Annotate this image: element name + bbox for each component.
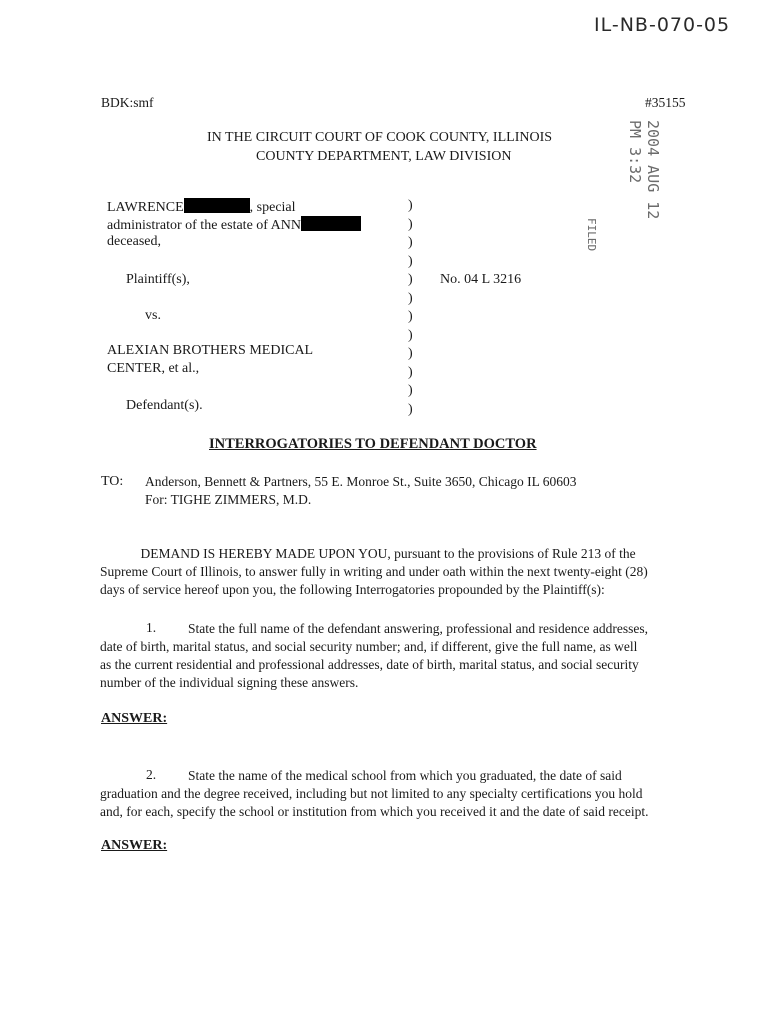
interrogatory-line: as the current residential and professional addresses, date of birth, marital status, and social security: [100, 657, 639, 672]
caption-paren: ): [408, 290, 413, 306]
interrogatory-line: State the full name of the defendant answering, professional and residence addresses,: [188, 621, 648, 636]
court-name: IN THE CIRCUIT COURT OF COOK COUNTY, ILLINOIS: [207, 130, 553, 145]
estate-text: administrator of the estate of ANN: [107, 218, 302, 233]
interrogatory-line: date of birth, marital status, and social security number; and, if different, give the full name, as well: [100, 639, 638, 654]
to-label: TO:: [101, 474, 124, 489]
plaintiff-role: Plaintiff(s),: [126, 272, 190, 287]
caption-paren: ): [408, 198, 413, 213]
handwritten-reference-number: IL-NB-070-05: [594, 14, 731, 36]
caption-paren: ): [408, 309, 413, 324]
answer-label: ANSWER:: [101, 838, 168, 853]
demand-paragraph: [100, 545, 690, 599]
caption-paren: ): [408, 235, 413, 250]
interrogatory-line: graduation and the degree received, including but not limited to any specialty certifications you hold: [100, 786, 643, 801]
interrogatory-number: 1.: [146, 620, 157, 635]
defendant-role: Defendant(s).: [126, 398, 203, 413]
attorney-initials: BDK:smf: [101, 95, 154, 110]
defendant-name-line1: ALEXIAN BROTHERS MEDICAL: [107, 343, 314, 358]
caption-paren: ): [408, 346, 413, 361]
defendant-name-line2: CENTER, et al.,: [107, 361, 200, 376]
redaction-bar: [184, 198, 250, 213]
caption-paren: ): [408, 272, 413, 287]
case-number: No. 04 L 3216: [440, 272, 522, 287]
plaintiff-name-line: [107, 198, 296, 216]
demand-line: DEMAND IS HEREBY MADE UPON YOU, pursuant to the provisions of Rule 213 of the: [100, 546, 636, 561]
caption-paren: ): [408, 383, 413, 398]
interrogatory-line: and, for each, specify the school or institution from which you received it and the date of said receipt.: [100, 804, 649, 819]
caption-paren: ): [408, 327, 413, 343]
interrogatory-number: 2.: [146, 767, 157, 782]
redaction-bar: [301, 216, 361, 231]
court-department: COUNTY DEPARTMENT, LAW DIVISION: [256, 149, 512, 164]
caption-paren: ): [408, 401, 413, 417]
document-title: INTERROGATORIES TO DEFENDANT DOCTOR: [209, 436, 537, 452]
interrogatory-line: number of the individual signing these answers.: [100, 675, 359, 690]
versus: vs.: [145, 308, 161, 323]
to-for-line: For: TIGHE ZIMMERS, M.D.: [145, 492, 312, 507]
interrogatory-1-text: [100, 620, 690, 692]
demand-line: days of service hereof upon you, the following Interrogatories propounded by the Plaintiff(s):: [100, 582, 605, 597]
plaintiff-first-name: LAWRENCE: [107, 200, 184, 215]
plaintiff-deceased-line: deceased,: [107, 234, 162, 249]
caption-paren: ): [408, 216, 413, 232]
plaintiff-estate-line: [107, 216, 361, 234]
caption-paren: ): [408, 364, 413, 380]
answer-label: ANSWER:: [101, 711, 168, 726]
plaintiff-capacity: , special: [249, 200, 296, 215]
to-address: Anderson, Bennett & Partners, 55 E. Monroe St., Suite 3650, Chicago IL 60603: [145, 474, 577, 489]
demand-line: Supreme Court of Illinois, to answer fully in writing and under oath within the next twenty-eight (28): [100, 564, 648, 579]
caption-parentheses: [408, 197, 413, 419]
filing-date-stamp: 2004 AUG 12 PM 3:32: [626, 120, 662, 220]
file-number: #35155: [645, 95, 686, 110]
interrogatory-2-text: [100, 767, 690, 821]
interrogatory-line: State the name of the medical school from which you graduated, the date of said: [188, 768, 622, 783]
filing-clerk-stamp: FILED: [585, 218, 598, 252]
caption-paren: ): [408, 253, 413, 269]
